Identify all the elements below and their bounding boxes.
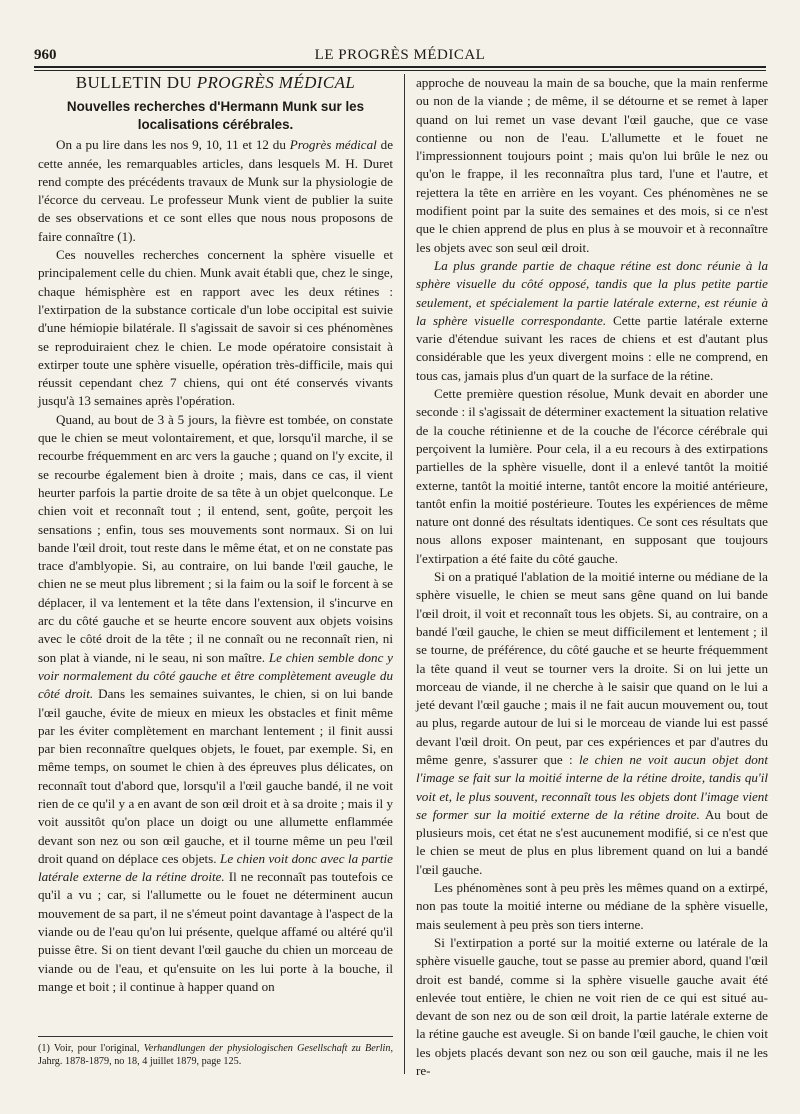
- paragraph-second-question: Cette première question résolue, Munk devait en aborder une seconde : il s'agissait de déterminer exactement la situation relative de la couche rétinienne et de la couche de l'écorce cérébrale qui perçoivent la lumière. Pour cela, il a eu recours à des extirpations partielles de la sphère visuelle, dont il a enlevé tantôt la moitié externe, tantôt la moitié interne, tantôt encore la moitié antérieure, tantôt enfin la moitié postérieure. Toutes les expériences de même nature ont donné des résultats identiques. Ce sont ces résultats que nous allons exposer maintenant, en supposant que toujours l'extirpation a été faite du côté gauche.: [416, 386, 768, 566]
- paragraph-retina-conclusion: [416, 257, 768, 385]
- text-run: Au bout de plusieurs mois, cet état ne s'est aucunement modifié, si ce n'est que le chien se meut de plus en plus librement quand on lui a bandé l'œil gauche.: [416, 806, 768, 877]
- page-header: [34, 44, 766, 66]
- bulletin-heading: [38, 74, 393, 96]
- text-run: Dans les semaines suivantes, le chien, si on lui bande l'œil gauche, évite de mieux en mieux les obstacles et finit même par les éviter complètement en marchant lentement ; il finit aussi par bien reconnaître quelques objets, le fouet, par exemple. Si, en même temps, on soumet le chien à des épreuves plus délicates, on reconnaît tout d'abord que, lorsqu'il a l'œil gauche bandé, il ne voit rien de ce qu'il y a en avant de son œil droit et à sa droite ; mais il y voit aussitôt qu'on place un doigt ou une allumette enflammée devant son nez ou son œil gauche, et il tourne même un peu l'œil droit quand on déplace ces objets.: [38, 686, 393, 866]
- text-run: , Jahrg. 1878-1879, no 18, 4 juillet 1879, page 125.: [38, 1043, 394, 1067]
- bulletin-prefix: BULLETIN DU: [75, 73, 197, 92]
- text-run: Il ne reconnaît pas toutefois ce qu'il a vu ; car, si l'allumette ou le fouet ne déterminent aucun mouvement de sa part, il ne s'émeut point davantage à l'aspect de la viande ou de l'eau qu'on lui présente, quelque affamé ou altéré qu'il puisse être. Si on tient devant l'œil gauche du chien un morceau de viande ou de l'eau, et qu'ensuite on les lui porte à la bouche, il mange et boit ; il continue à happer quand on: [38, 869, 393, 994]
- paragraph-third-ablation: Les phénomènes sont à peu près les mêmes quand on a extirpé, non pas toute la moitié interne ou médiane de la sphère visuelle, mais seulement à peu près son tiers interne.: [416, 880, 768, 932]
- paragraph-intro: [38, 136, 393, 246]
- text-run: Si on a pratiqué l'ablation de la moitié interne ou médiane de la sphère visuelle, le chien se meut sans gêne quand on lui bande l'œil droit, il voit et reconnaît tous les objets. Si, au contraire, on a bandé l'œil gauche, le chien se meut difficilement et lentement ; il se tourne, de préférence, du côté gauche et se heurte fréquemment la tête quand il veut se tourner vers la droite. Si on lui jette un morceau de viande, il ne cherche à le saisir que quand on le lui a jeté devant l'œil gauche ; mais il ne fait aucun mouvement ou, tout au plus, regarde autour de lui si le morceau de viande lui est passé devant l'œil droit. On peut, par ces expériences et par d'autres du même genre, s'assurer que :: [416, 569, 768, 767]
- footnote-rule: [38, 1036, 393, 1037]
- italic-run: Le chien semble donc y voir normalement du côté gauche et être complètement aveugle du côté droit.: [38, 649, 393, 702]
- text-run: (1) Voir, pour l'original,: [38, 1043, 144, 1054]
- text-run: Quand, au bout de 3 à 5 jours, la fièvre est tombée, on constate que le chien se meut volontairement, et que, lorsqu'il marche, il se recourbe fréquemment en arc vers la gauche ; quand on l'y excite, il se recourbe également bien à droite ; mais, dans ce cas, il vient heurter parfois la partie droite de sa tête à un objet quelconque. Le chien voit et reconnaît tout ; il entend, sent, goûte, perçoit les sensations ; enfin, tous ses mouvements sont normaux. Si on lui bande l'œil droit, tout reste dans le même état, et on ne constate pas trace d'amblyopie. Si, au contraire, on lui bande l'œil gauche, le chien ne se meut plus librement ; si la faim ou la soif le forcent à se déplacer, il va lentement et la tête dans l'extension, il s'incurve en arc du côté gauche et se heurte encore souvent aux objets voisins avec le côté droit de la tête ; il ne connaît ou ne reconnaît rien, ni son plat à viande, ni le seau, ni son maître.: [38, 411, 393, 665]
- italic-run: Le chien voit donc avec la partie latérale externe de la rétine droite.: [38, 850, 393, 885]
- italic-run: le chien ne voit aucun objet dont l'image se fait sur la moitié interne de la rétine droite, tandis qu'il voit et, le plus souvent, reconnaît tous les objets dont l'image vient se former sur la moitié externe de la rétine droite.: [416, 751, 768, 822]
- text-run: Cette partie latérale externe varie d'étendue suivant les races de chiens et est d'autant plus considérable que les yeux divergent moins : elle ne comprend, en tous cas, jamais plus d'un quart de la surface de la rétine.: [416, 312, 768, 383]
- article-title: Nouvelles recherches d'Hermann Munk sur les localisations cérébrales.: [66, 99, 365, 133]
- page-number: 960: [34, 47, 57, 63]
- text-run: de cette année, les remarquables articles, dans lesquels M. H. Duret rend compte des précédents travaux de Munk sur la physiologie de l'écorce du cerveau. Le professeur Munk vient de publier la suite de ses observations et ce sont elles que nous nous proposons de faire connaître (1).: [38, 137, 394, 244]
- paragraph-internal-ablation: [416, 568, 768, 879]
- header-rule-thin: [34, 70, 766, 71]
- italic-run: Progrès médical: [289, 137, 377, 153]
- paragraph-continuation: approche de nouveau la main de sa bouche, que la main renferme ou non de la viande ; de même, il se détourne et se remet à laper quand on lui remet un vase devant l'œil gauche, que ce vase contienne ou non de l'eau. L'allumette et le fouet ne l'impressionnent toujours point ; mais qu'on lui brûle le nez ou qu'on le frappe, il les reconnaîtra plus tard, l'une et l'autre, et rejettera la tête en arrière en les voyant. Ces phénomènes ne se modifient point par la suite des semaines et des mois, si ce n'est que le chien apprend de plus en plus à se mouvoir et à reconnaître les objets avec son seul œil droit.: [416, 75, 768, 255]
- right-column: [416, 74, 768, 1080]
- text-run: On a pu lire dans les nos 9, 10, 11 et 12 du: [56, 137, 290, 153]
- paragraph-external-ablation: Si l'extirpation a porté sur la moitié externe ou latérale de la sphère visuelle gauche, tout se passe au premier abord, quand l'œil droit est bandé, comme si la sphère visuelle gauche avait été enlevée tout entière, le chien ne voit rien de ce qui est situé au-devant de son nez ou de son œil droit, la partie latérale externe de la rétine gauche est aveugle. Si on bande l'œil gauche, le chien voit les objets placés devant son nez ou son œil gauche, mais il ne les re-: [416, 934, 768, 1079]
- footnote: [38, 1042, 393, 1068]
- paragraph-visual-sphere: Ces nouvelles recherches concernent la sphère visuelle et principalement celle du chien. Munk avait établi que, chez le singe, chaque hémisphère est en rapport avec les deux rétines : l'extirpation de la substance corticale d'un lobe occipital est suivie d'une hémiopie bilatérale. Il s'agissait de savoir si ces phénomènes se reproduiraient chez le chien. Le mode opératoire consistait à extirper toute une sphère visuelle, opération très-difficile, mais qui réussit cependant chez 7 chiens, qui ont été conservés vivants jusqu'à 13 semaines après l'opération.: [38, 247, 393, 409]
- italic-run: La plus grande partie de chaque rétine est donc réunie à la sphère visuelle du côté opposé, tandis que la plus petite partie seulement, et spécialement la partie latérale externe, est réunie à la sphère visuelle correspondante.: [416, 257, 768, 328]
- column-separator: [404, 74, 405, 1074]
- header-rule-thick: [34, 66, 766, 68]
- journal-title: LE PROGRÈS MÉDICAL: [314, 47, 486, 63]
- paragraph-observations: [38, 411, 393, 997]
- bulletin-journal-name: PROGRÈS MÉDICAL: [196, 73, 356, 92]
- left-column: [38, 74, 393, 996]
- italic-run: Verhandlungen der physiologischen Gesellschaft zu Berlin: [143, 1043, 391, 1054]
